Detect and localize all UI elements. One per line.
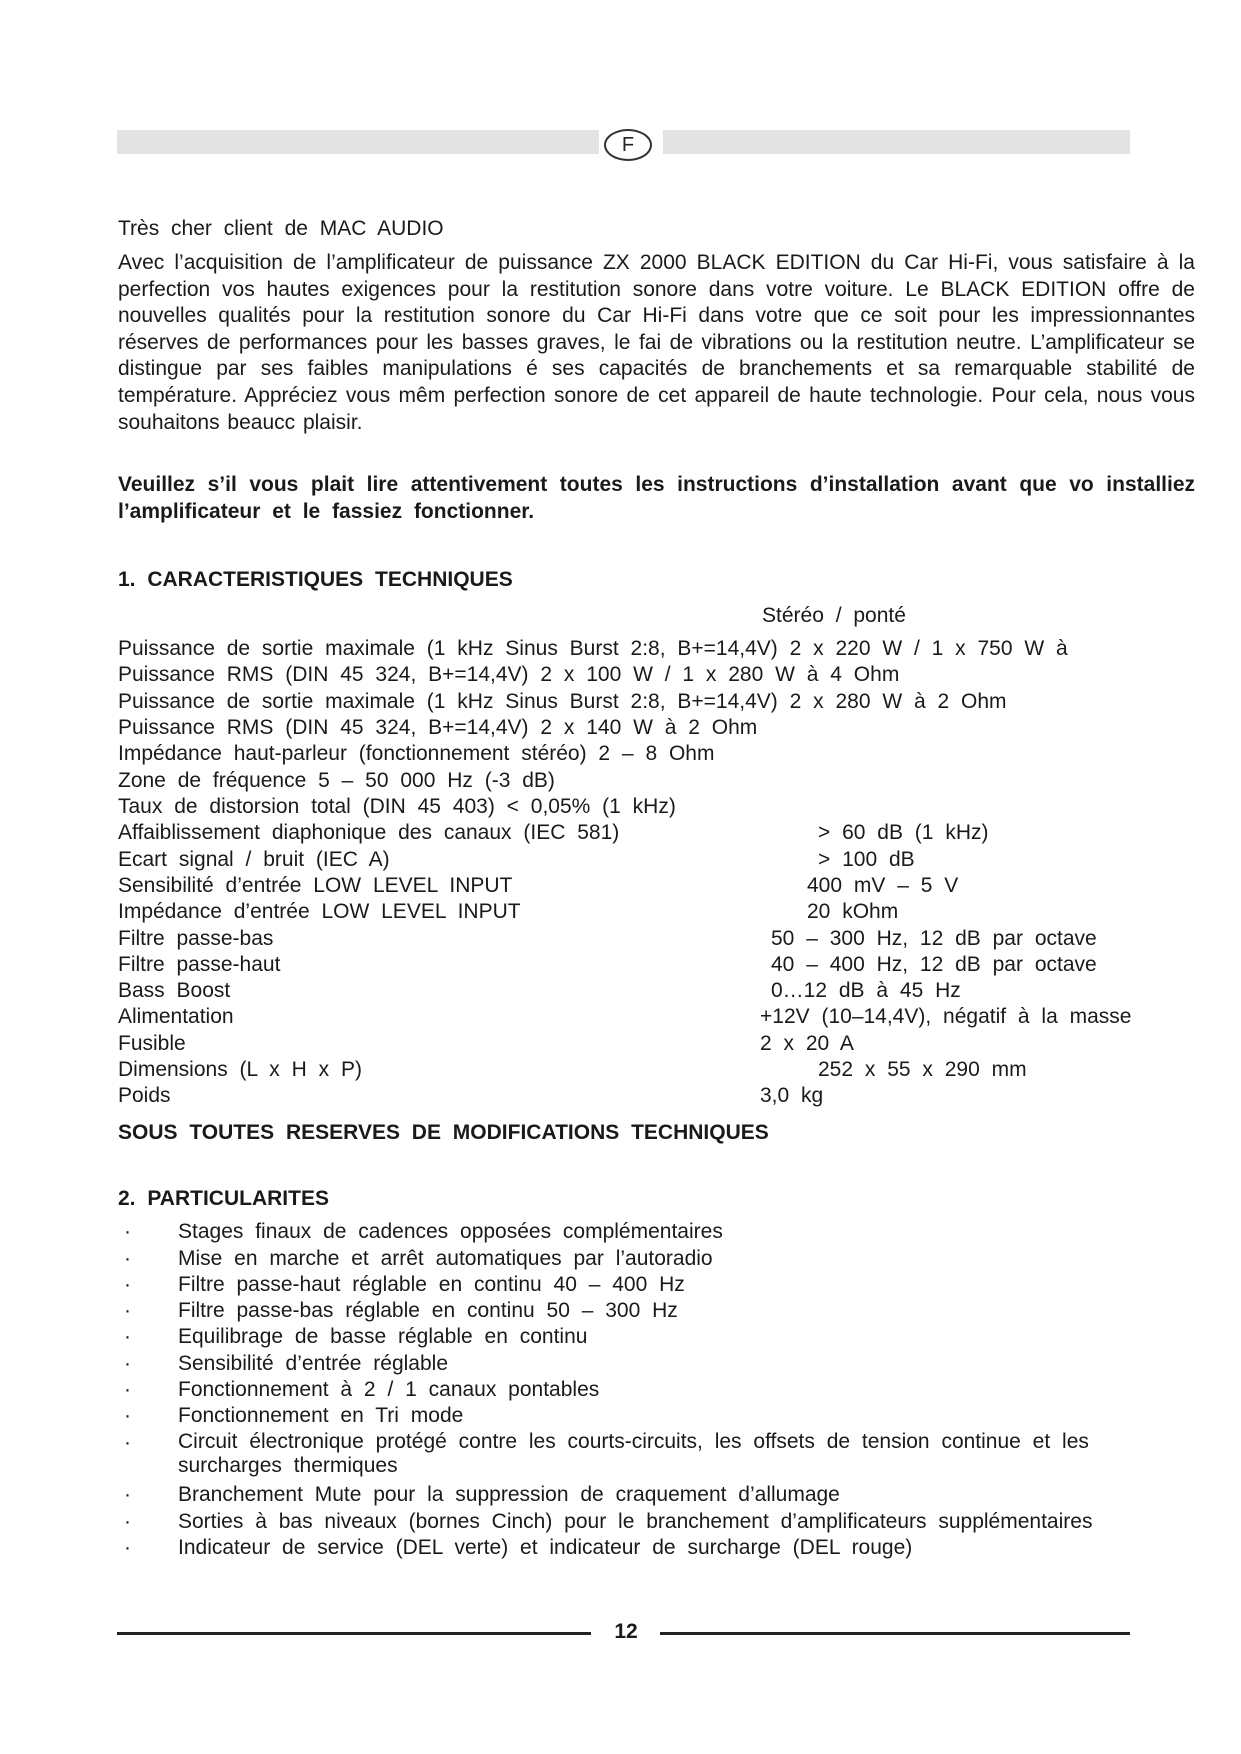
list-item: Branchement Mute pour la suppression de craquement d’allumage <box>178 1483 840 1506</box>
spec-value: 252 x 55 x 290 mm <box>818 1058 1027 1081</box>
spec-value: 2 x 20 A <box>760 1032 854 1055</box>
language-badge <box>599 127 663 159</box>
spec-label: Filtre passe-haut <box>118 953 281 976</box>
language-code: F <box>604 129 652 161</box>
spec-label: Bass Boost <box>118 979 231 1002</box>
spec-value: > 60 dB (1 kHz) <box>818 821 989 844</box>
spec-label: Puissance RMS (DIN 45 324, B+=14,4V) 2 x 100 W / 1 x 280 W à 4 Ohm <box>118 663 900 686</box>
bullet-mark: · <box>124 1404 131 1427</box>
spec-label: Filtre passe-bas <box>118 927 274 950</box>
spec-label: Zone de fréquence 5 – 50 000 Hz (-3 dB) <box>118 769 555 792</box>
intro-paragraph: Avec l’acquisition de l’amplificateur de puissance ZX 2000 BLACK EDITION du Car Hi-Fi, vous satisfaire à la perfection vos hautes exigences pour la restitution sonore dans votre voiture. Le BLACK EDITION offre de nouvelles qualités pour la restitution sonore du Car Hi-Fi dans votre que ce soit pour les impressionnantes réserves de performances pour les basses graves, le fai de vibrations ou la restitution neutre. L’amplificateur se distingue par ses faibles manipulations é ses capacités de branchements et sa remarquable stabilité de température. Appréciez vous mêm perfection sonore de cet appareil de haute technologie. Pour cela, nous vous souhaitons beaucc plaisir. <box>118 251 1195 434</box>
spec-label: Poids <box>118 1084 171 1107</box>
reserve-notice: SOUS TOUTES RESERVES DE MODIFICATIONS TECHNIQUES <box>118 1121 769 1144</box>
list-item: Circuit électronique protégé contre les courts-circuits, les offsets de tension continue et les surcharges thermiques <box>178 1430 1089 1477</box>
list-item: Mise en marche et arrêt automatiques par l’autoradio <box>178 1247 713 1270</box>
spec-value: 400 mV – 5 V <box>807 874 959 897</box>
list-item: Indicateur de service (DEL verte) et indicateur de surcharge (DEL rouge) <box>178 1536 913 1559</box>
list-item: Sensibilité d’entrée réglable <box>178 1352 448 1375</box>
list-item: Sorties à bas niveaux (bornes Cinch) pour le branchement d’amplificateurs supplémentaires <box>178 1510 1093 1533</box>
spec-label: Puissance de sortie maximale (1 kHz Sinus Burst 2:8, B+=14,4V) 2 x 220 W / 1 x 750 W à <box>118 637 1068 660</box>
spec-label: Puissance RMS (DIN 45 324, B+=14,4V) 2 x 140 W à 2 Ohm <box>118 716 758 739</box>
list-item: Filtre passe-haut réglable en continu 40 – 400 Hz <box>178 1273 685 1296</box>
section-title-specs: 1. CARACTERISTIQUES TECHNIQUES <box>118 568 513 591</box>
list-item: Fonctionnement en Tri mode <box>178 1404 464 1427</box>
spec-value: +12V (10–14,4V), négatif à la masse <box>760 1005 1132 1028</box>
spec-label: Fusible <box>118 1032 186 1055</box>
bullet-mark: · <box>124 1220 131 1243</box>
bullet-mark: · <box>124 1352 131 1375</box>
spec-value: > 100 dB <box>818 848 915 871</box>
list-item: Fonctionnement à 2 / 1 canaux pontables <box>178 1378 600 1401</box>
spec-label: Ecart signal / bruit (IEC A) <box>118 848 390 871</box>
bullet-mark: · <box>124 1510 131 1533</box>
installation-notice: Veuillez s’il vous plait lire attentivement toutes les instructions d’installation avant que vo installiez l’amplificateur et le fassiez fonctionner. <box>118 473 1195 523</box>
section-title-features: 2. PARTICULARITES <box>118 1187 329 1210</box>
list-item: Equilibrage de basse réglable en continu <box>178 1325 588 1348</box>
spec-label: Impédance d’entrée LOW LEVEL INPUT <box>118 900 521 923</box>
spec-label: Impédance haut-parleur (fonctionnement stéréo) 2 – 8 Ohm <box>118 742 715 765</box>
bullet-mark: · <box>124 1431 131 1454</box>
bullet-mark: · <box>124 1378 131 1401</box>
spec-label: Affaiblissement diaphonique des canaux (IEC 581) <box>118 821 620 844</box>
spec-label: Dimensions (L x H x P) <box>118 1058 362 1081</box>
spec-label: Sensibilité d’entrée LOW LEVEL INPUT <box>118 874 513 897</box>
footer-rule-right <box>660 1632 1130 1635</box>
spec-label: Puissance de sortie maximale (1 kHz Sinus Burst 2:8, B+=14,4V) 2 x 280 W à 2 Ohm <box>118 690 1007 713</box>
greeting: Très cher client de MAC AUDIO <box>118 217 444 240</box>
bullet-mark: · <box>124 1483 131 1506</box>
page-number: 12 <box>614 1620 638 1643</box>
list-item: Filtre passe-bas réglable en continu 50 – 300 Hz <box>178 1299 678 1322</box>
bullet-mark: · <box>124 1536 131 1559</box>
spec-value: 3,0 kg <box>760 1084 824 1107</box>
specs-column-header: Stéréo / ponté <box>762 604 906 627</box>
spec-label: Taux de distorsion total (DIN 45 403) < 0,05% (1 kHz) <box>118 795 676 818</box>
list-item: Stages finaux de cadences opposées complémentaires <box>178 1220 723 1243</box>
spec-value: 20 kOhm <box>807 900 899 923</box>
bullet-mark: · <box>124 1247 131 1270</box>
spec-value: 40 – 400 Hz, 12 dB par octave <box>771 953 1097 976</box>
spec-value: 0…12 dB à 45 Hz <box>771 979 961 1002</box>
bullet-mark: · <box>124 1273 131 1296</box>
bullet-mark: · <box>124 1299 131 1322</box>
footer-rule-left <box>117 1632 591 1635</box>
spec-value: 50 – 300 Hz, 12 dB par octave <box>771 927 1097 950</box>
spec-label: Alimentation <box>118 1005 234 1028</box>
bullet-mark: · <box>124 1325 131 1348</box>
